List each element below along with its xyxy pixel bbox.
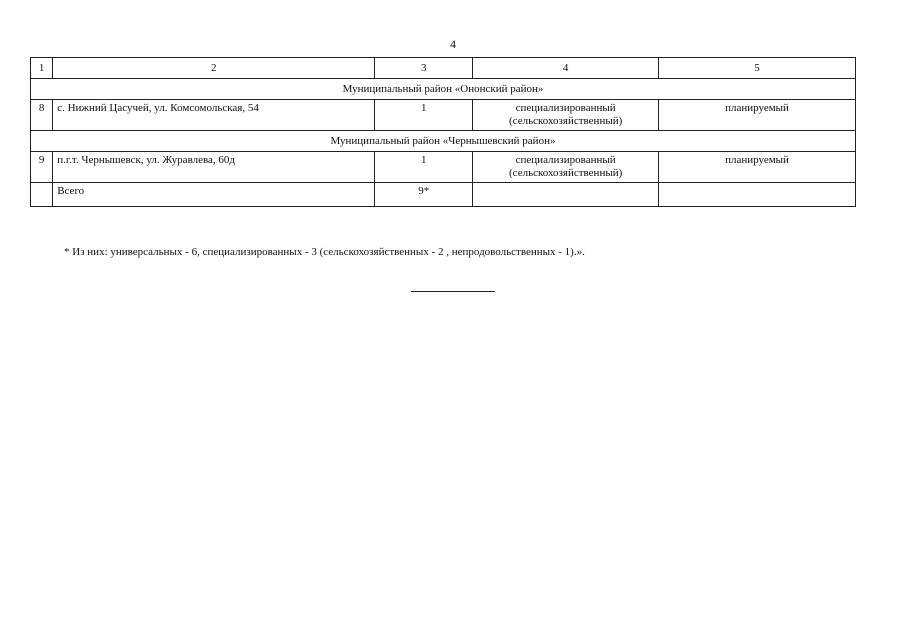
row-status: планируемый bbox=[659, 152, 856, 183]
group-row-chernyshevsky bbox=[31, 131, 856, 152]
row-status: планируемый bbox=[659, 100, 856, 131]
total-row bbox=[31, 183, 856, 207]
end-divider bbox=[411, 291, 495, 292]
total-value: 9* bbox=[375, 183, 473, 207]
table-row bbox=[31, 100, 856, 131]
row-number: 8 bbox=[31, 100, 53, 131]
row-type-line1: специализированный bbox=[515, 102, 616, 114]
page-number: 4 bbox=[450, 37, 456, 51]
column-header-4: 4 bbox=[473, 58, 659, 79]
footnote: * Из них: универсальных - 6, специализированных - 3 (сельскохозяйственных - 2 , непродовольственных - 1).». bbox=[64, 246, 585, 258]
table-header-row bbox=[31, 58, 856, 79]
total-empty-cell bbox=[659, 183, 856, 207]
row-type-line2: (сельскохозяйственный) bbox=[509, 167, 623, 179]
row-address: п.г.т. Чернышевск, ул. Журавлева, 60д bbox=[53, 152, 375, 183]
row-address: с. Нижний Цасучей, ул. Комсомольская, 54 bbox=[53, 100, 375, 131]
row-type bbox=[473, 152, 659, 183]
row-type bbox=[473, 100, 659, 131]
column-header-2: 2 bbox=[53, 58, 375, 79]
row-count: 1 bbox=[375, 100, 473, 131]
total-label: Всего bbox=[53, 183, 375, 207]
row-number: 9 bbox=[31, 152, 53, 183]
row-type-line2: (сельскохозяйственный) bbox=[509, 115, 623, 127]
column-header-1: 1 bbox=[31, 58, 53, 79]
group-title: Муниципальный район «Ононский район» bbox=[31, 79, 856, 100]
table-row bbox=[31, 152, 856, 183]
group-row-ononsky bbox=[31, 79, 856, 100]
row-count: 1 bbox=[375, 152, 473, 183]
column-header-5: 5 bbox=[659, 58, 856, 79]
markets-table bbox=[30, 57, 856, 207]
row-type-line1: специализированный bbox=[515, 154, 616, 166]
group-title: Муниципальный район «Чернышевский район» bbox=[31, 131, 856, 152]
total-empty-cell bbox=[473, 183, 659, 207]
total-empty-cell bbox=[31, 183, 53, 207]
column-header-3: 3 bbox=[375, 58, 473, 79]
